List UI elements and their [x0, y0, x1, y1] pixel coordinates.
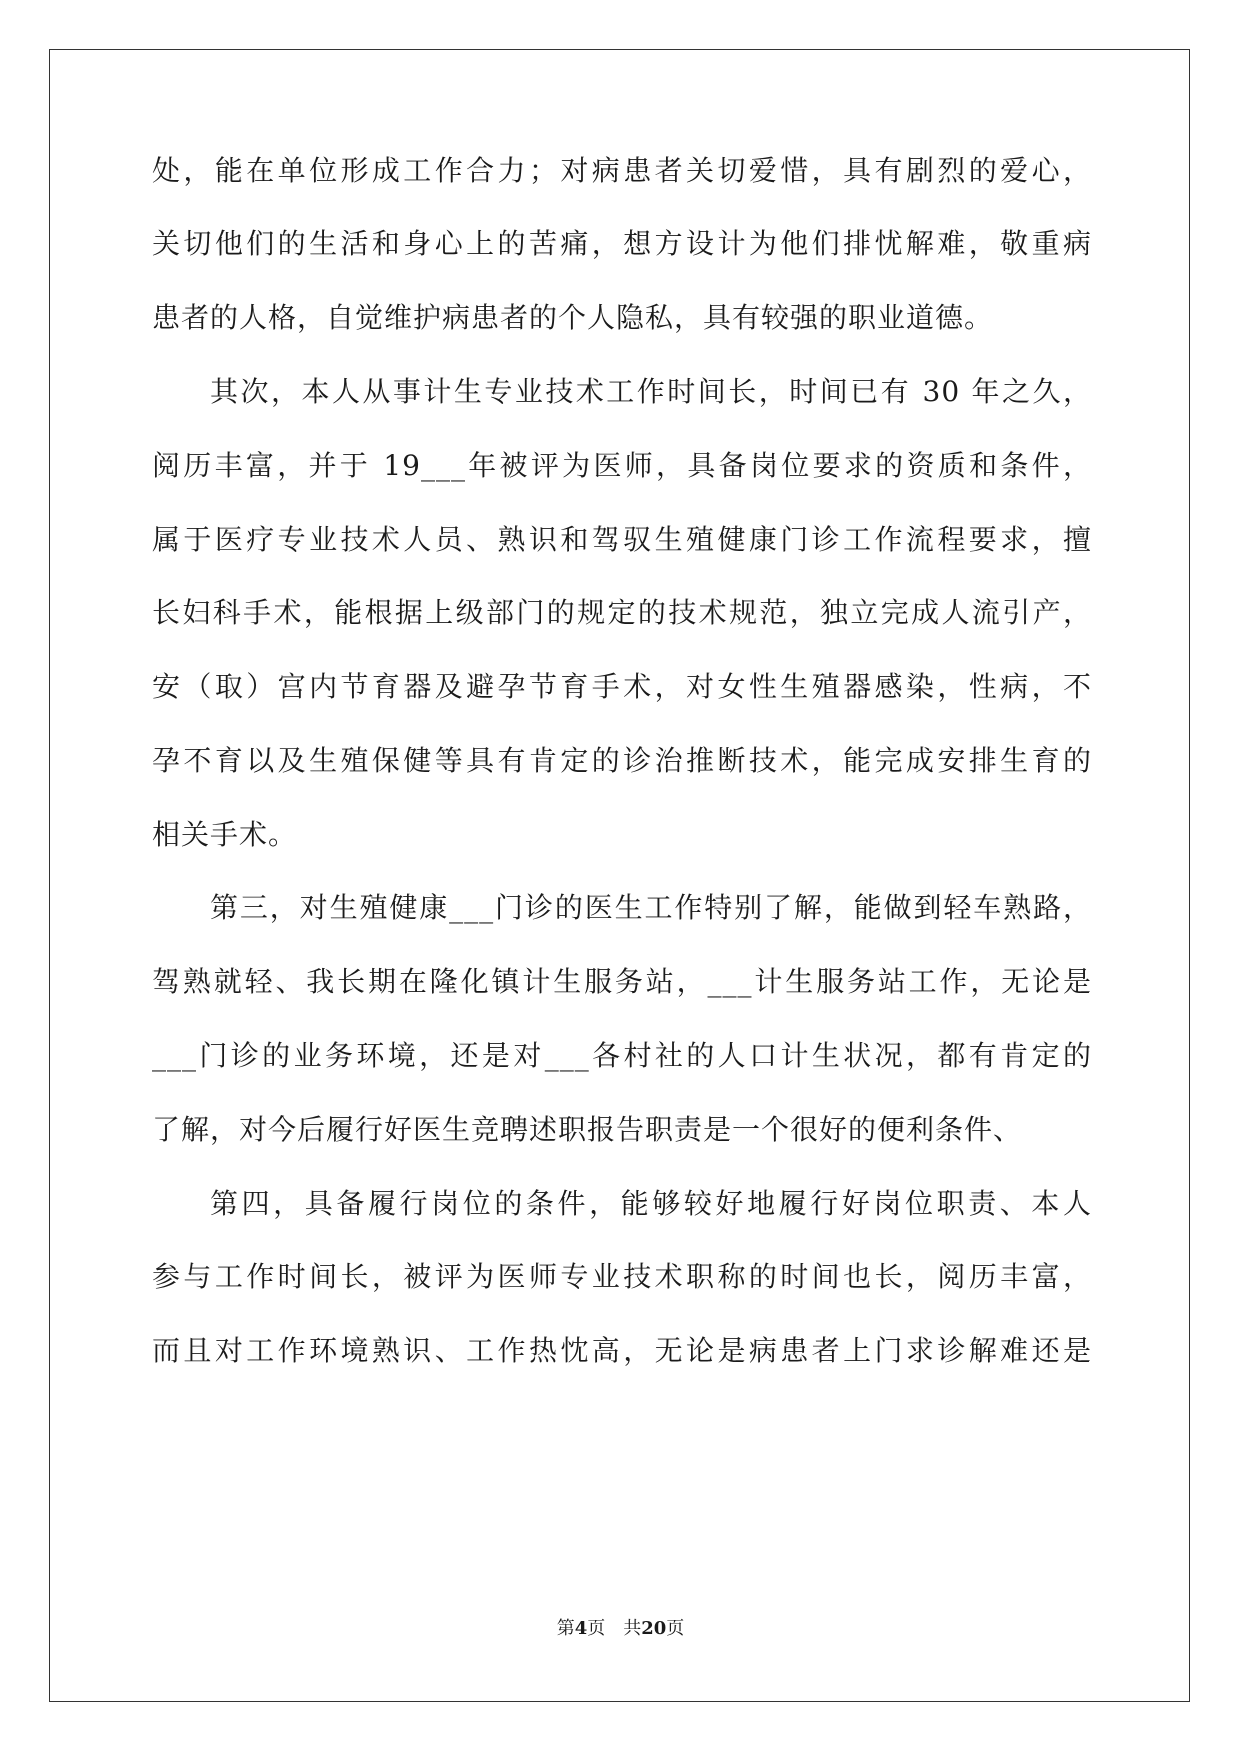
current-page-number: 4 [574, 1618, 588, 1639]
footer-prefix: 第 [556, 1618, 575, 1639]
text-line: 属于医疗专业技术人员、熟识和驾驭生殖健康门诊工作流程要求，擅 [152, 523, 1092, 556]
text-line: 安（取）宫内节育器及避孕节育手术，对女性生殖器感染，性病，不 [152, 670, 1092, 703]
text-line: 驾熟就轻、我长期在隆化镇计生服务站，___计生服务站工作，无论是 [152, 965, 1092, 998]
text-line: 孕不育以及生殖保健等具有肯定的诊治推断技术，能完成安排生育的 [152, 744, 1092, 777]
footer-total-unit: 页 [666, 1618, 685, 1639]
text-line: 关切他们的生活和身心上的苦痛，想方设计为他们排忧解难，敬重病 [152, 227, 1092, 260]
text-line: ___门诊的业务环境，还是对___各村社的人口计生状况，都有肯定的 [152, 1039, 1092, 1072]
page-footer [0, 1617, 1241, 1641]
text-line: 相关手术。 [152, 818, 298, 851]
text-line: 处，能在单位形成工作合力；对病患者关切爱惜，具有剧烈的爱心， [152, 154, 1092, 187]
paragraph-start-line: 其次，本人从事计生专业技术工作时间长，时间已有 30 年之久， [210, 375, 1092, 408]
text-line: 阅历丰富，并于 19___年被评为医师，具备岗位要求的资质和条件， [152, 449, 1092, 482]
total-pages-number: 20 [641, 1618, 667, 1639]
footer-total-prefix: 共 [623, 1618, 642, 1639]
text-line: 患者的人格，自觉维护病患者的个人隐私，具有较强的职业道德。 [152, 301, 994, 334]
footer-page-unit: 页 [587, 1618, 606, 1639]
text-line: 长妇科手术，能根据上级部门的规定的技术规范，独立完成人流引产， [152, 596, 1092, 629]
paragraph-start-line: 第三，对生殖健康___门诊的医生工作特别了解，能做到轻车熟路， [210, 891, 1092, 924]
text-line: 而且对工作环境熟识、工作热忱高，无论是病患者上门求诊解难还是 [152, 1334, 1092, 1367]
text-line: 了解，对今后履行好医生竞聘述职报告职责是一个很好的便利条件、 [152, 1113, 1023, 1146]
paragraph-start-line: 第四，具备履行岗位的条件，能够较好地履行好岗位职责、本人 [210, 1187, 1092, 1220]
text-line: 参与工作时间长，被评为医师专业技术职称的时间也长，阅历丰富， [152, 1260, 1092, 1293]
